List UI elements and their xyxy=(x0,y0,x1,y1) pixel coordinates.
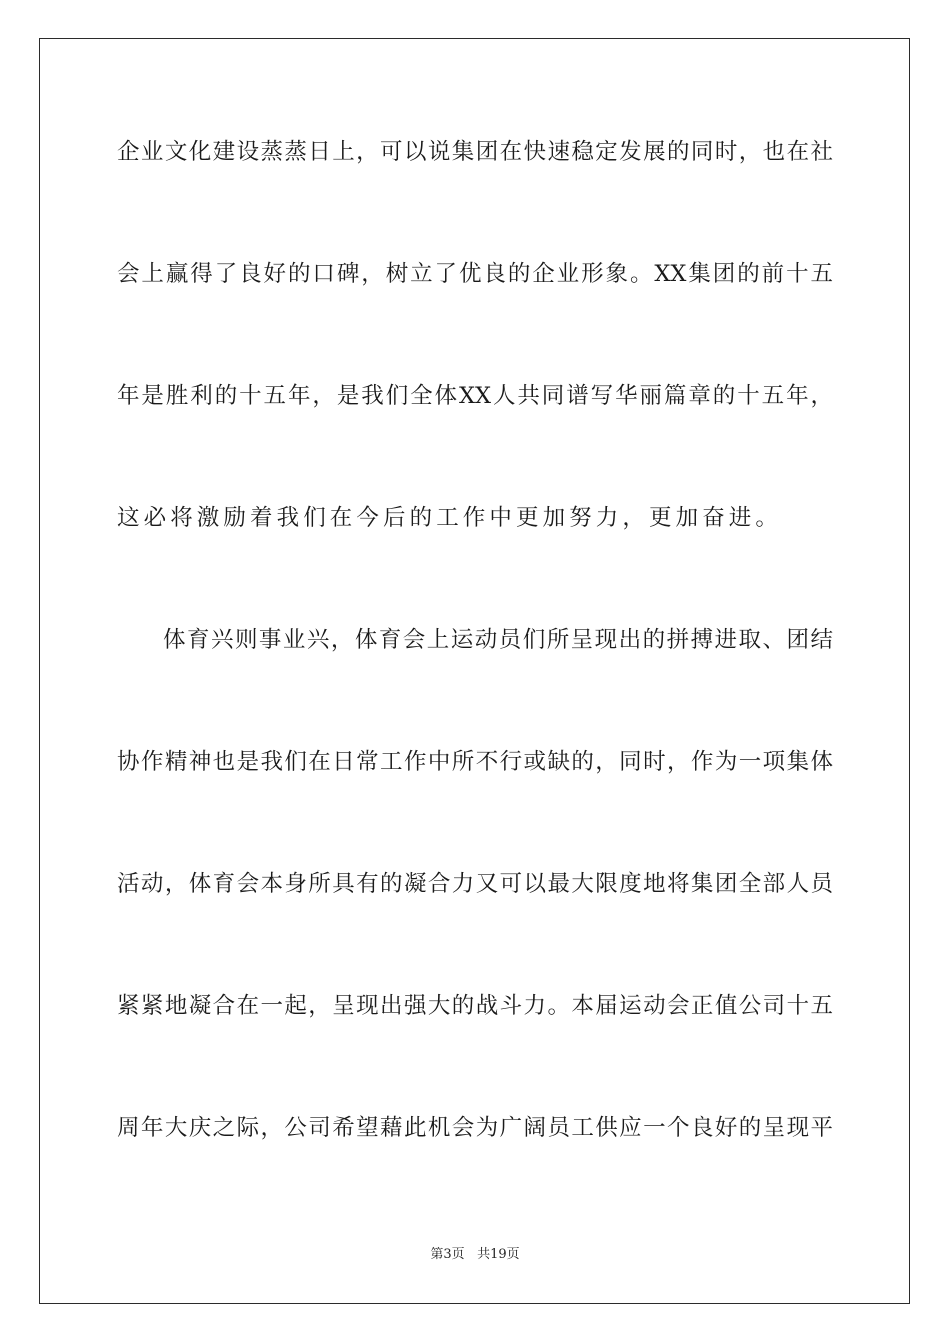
paragraph-line-1: 企业文化建设蒸蒸日上，可以说集团在快速稳定发展的同时，也在社 xyxy=(117,139,833,165)
paragraph-line-8: 紧紧地凝合在一起，呈现出强大的战斗力。本届运动会正值公司十五 xyxy=(117,993,833,1019)
paragraph-line-4: 这必将激励着我们在今后的工作中更加努力，更加奋进。 xyxy=(117,505,783,531)
paragraph-line-3: 年是胜利的十五年，是我们全体XX人共同谱写华丽篇章的十五年， xyxy=(117,383,833,409)
paragraph-line-7: 活动，体育会本身所具有的凝合力又可以最大限度地将集团全部人员 xyxy=(117,871,833,897)
paragraph-line-5: 体育兴则事业兴，体育会上运动员们所呈现出的拼搏进取、团结 xyxy=(163,627,833,653)
page-footer xyxy=(0,1246,950,1264)
paragraph-line-9: 周年大庆之际，公司希望藉此机会为广阔员工供应一个良好的呈现平 xyxy=(117,1115,833,1141)
page-total: 共19页 xyxy=(477,1247,520,1262)
page-number: 第3页 xyxy=(430,1247,465,1262)
paragraph-line-2: 会上赢得了良好的口碑，树立了优良的企业形象。XX集团的前十五 xyxy=(117,261,833,287)
paragraph-line-6: 协作精神也是我们在日常工作中所不行或缺的，同时，作为一项集体 xyxy=(117,749,833,775)
